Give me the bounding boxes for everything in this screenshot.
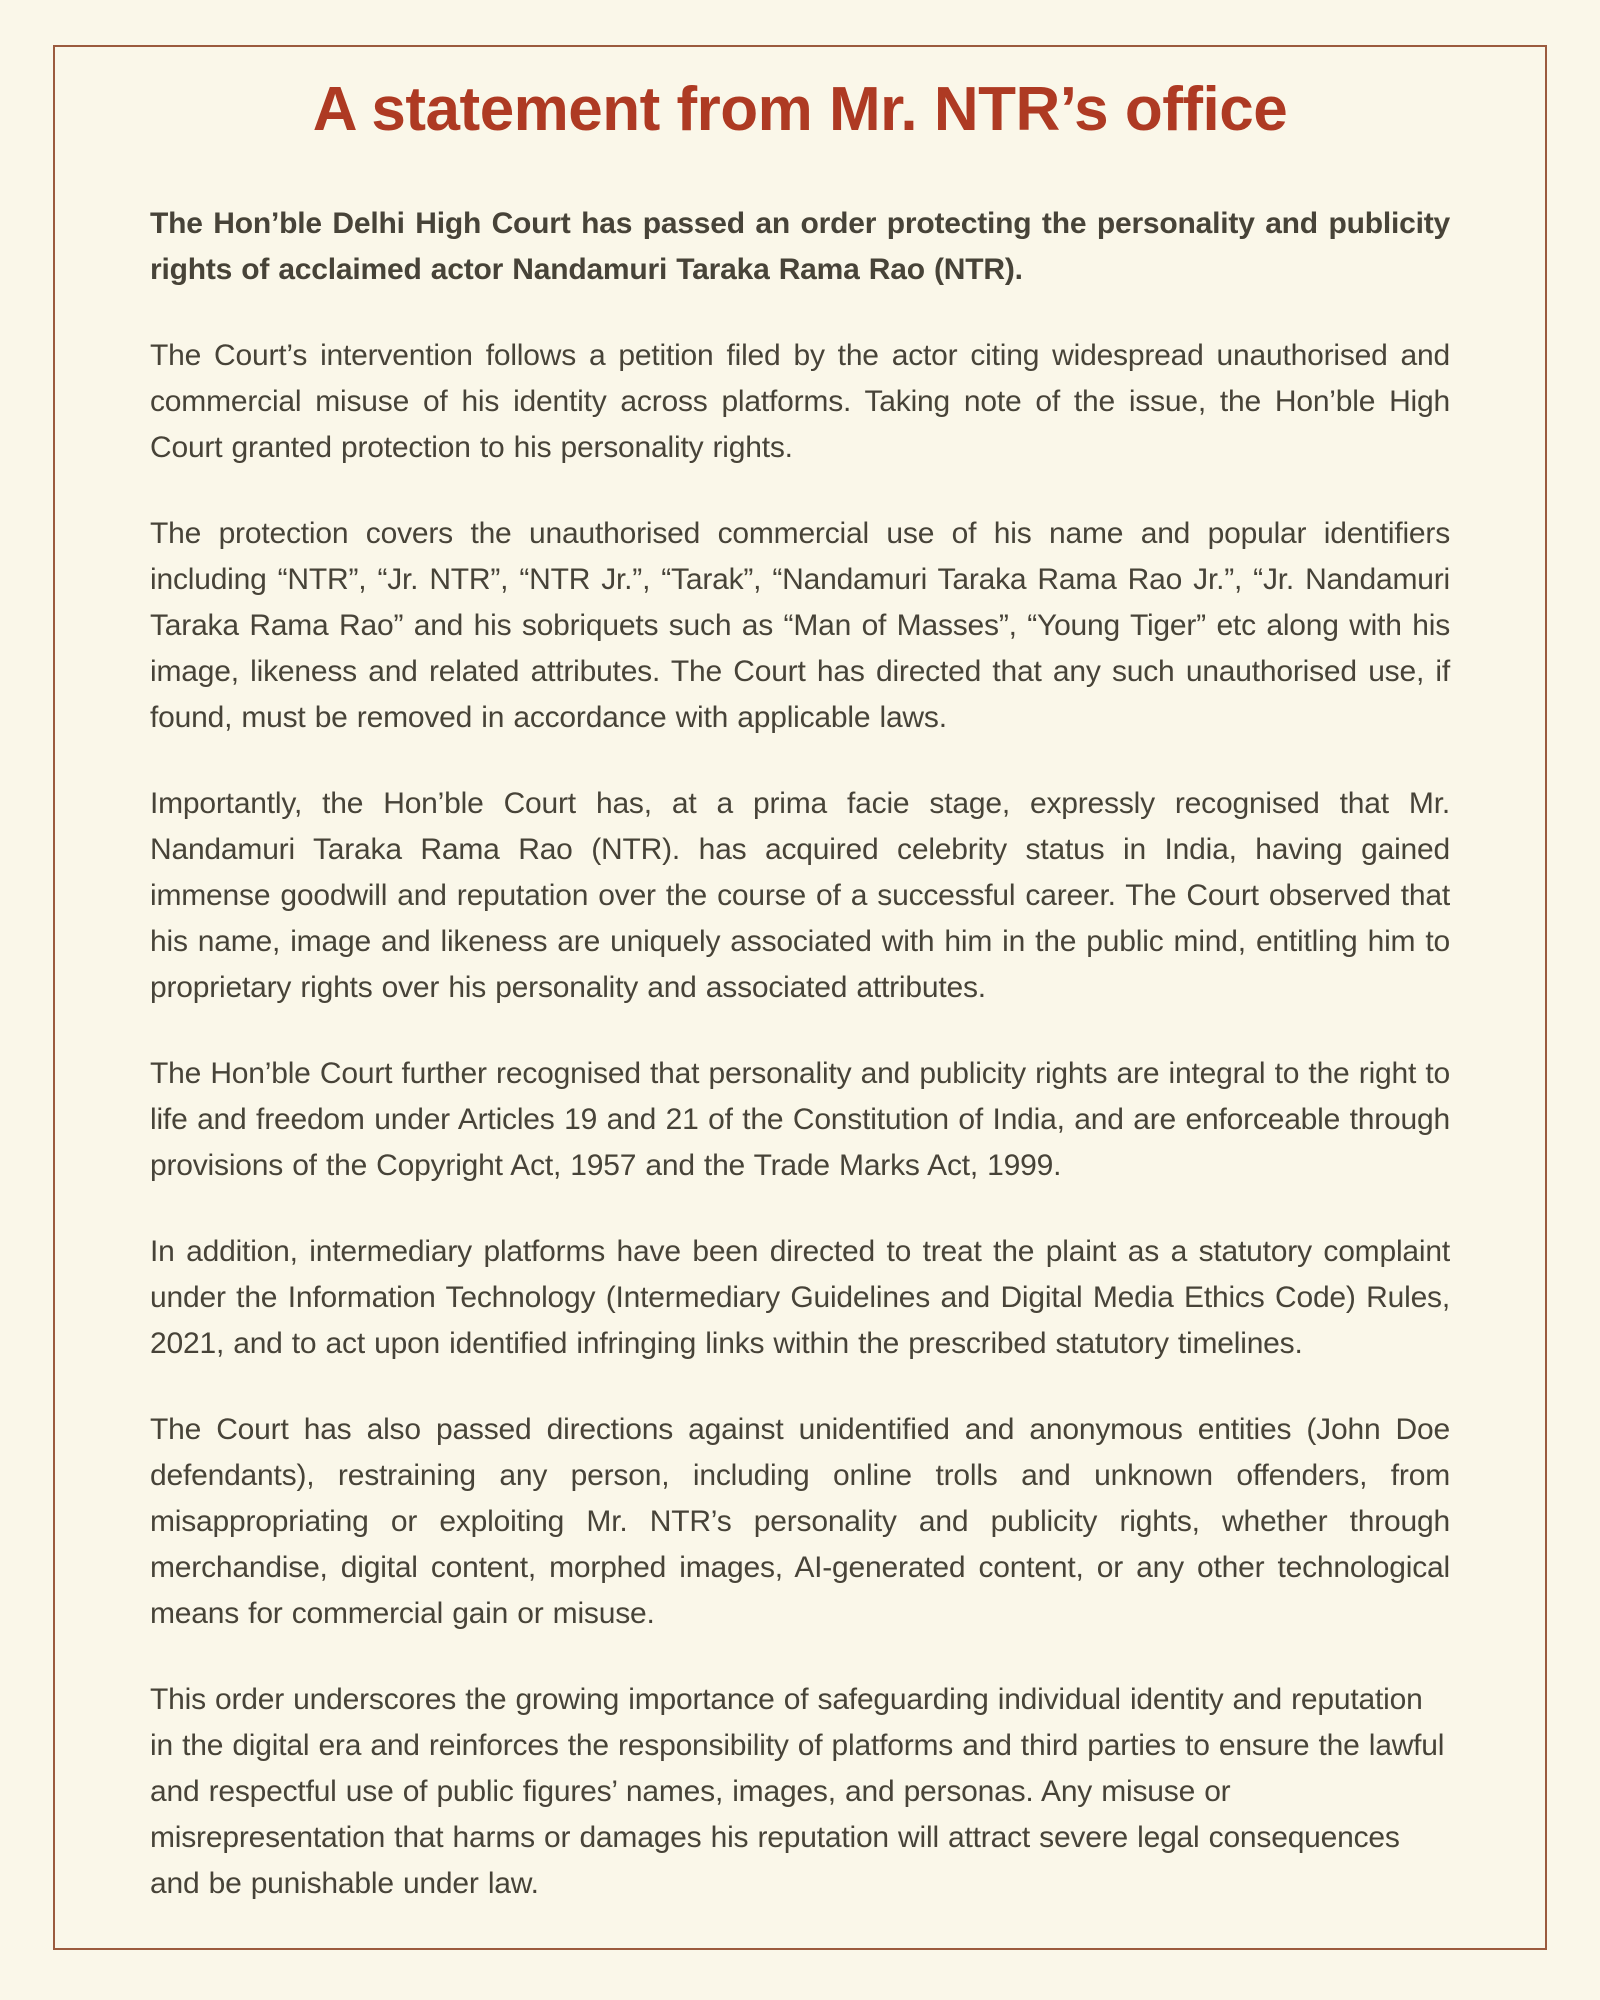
- page-title: A statement from Mr. NTR’s office: [312, 75, 1288, 144]
- paragraph-celebrity-status: Importantly, the Hon’ble Court has, at a prima facie stage, expressly recognised that Mr. Nandamuri Taraka Rama Rao (NTR). has acquired celebrity status in India, having gained immense goodwill and reputation over the course of a successful career. The Court observed that his name, image and likeness are uniquely associated with him in the public mind, entitling him to proprietary rights over his personality and associated attributes.: [150, 786, 1450, 1004]
- paragraph-intermediary-platforms: In addition, intermediary platforms have been directed to treat the plaint as a statutory complaint under the Information Technology (Intermediary Guidelines and Digital Media Ethics Code) Rules, 2021, and to act upon identified infringing links within the prescribed statutory timelines.: [150, 1234, 1450, 1360]
- paragraph-john-doe-directions: The Court has also passed directions against unidentified and anonymous entities (John Doe defendants), restraining any person, including online trolls and unknown offenders, from misappropriating or exploiting Mr. NTR’s personality and publicity rights, whether through merchandise, digital content, morphed images, AI-generated content, or any other technological means for commercial gain or misuse.: [150, 1412, 1450, 1630]
- paragraph-constitutional-rights: The Hon’ble Court further recognised that personality and publicity rights are integral to the right to life and freedom under Articles 19 and 21 of the Constitution of India, and are enforceable through provisions of the Copyright Act, 1957 and the Trade Marks Act, 1999.: [150, 1056, 1450, 1182]
- paragraph-court-intervention: The Court’s intervention follows a petition filed by the actor citing widespread unauthorised and commercial misuse of his identity across platforms. Taking note of the issue, the Hon’ble High Court granted protection to his personality rights.: [150, 338, 1450, 464]
- paragraph-closing-statement: This order underscores the growing importance of safeguarding individual identity and reputation in the digital era and reinforces the responsibility of platforms and third parties to ensure the lawful and respectful use of public figures’ names, images, and personas. Any misuse or misrepresentation that harms or damages his reputation will attract severe legal consequences and be punishable under law.: [150, 1682, 1445, 1900]
- statement-frame: [53, 45, 1547, 1950]
- paragraph-protection-coverage: The protection covers the unauthorised commercial use of his name and popular identifiers including “NTR”, “Jr. NTR”, “NTR Jr.”, “Tarak”, “Nandamuri Taraka Rama Rao Jr.”, “Jr. Nandamuri Taraka Rama Rao” and his sobriquets such as “Man of Masses”, “Young Tiger” etc along with his image, likeness and related attributes. The Court has directed that any such unauthorised use, if found, must be removed in accordance with applicable laws.: [150, 516, 1450, 734]
- paragraph-court-order: The Hon’ble Delhi High Court has passed an order protecting the personality and publicity rights of acclaimed actor Nandamuri Taraka Rama Rao (NTR).: [150, 206, 1450, 286]
